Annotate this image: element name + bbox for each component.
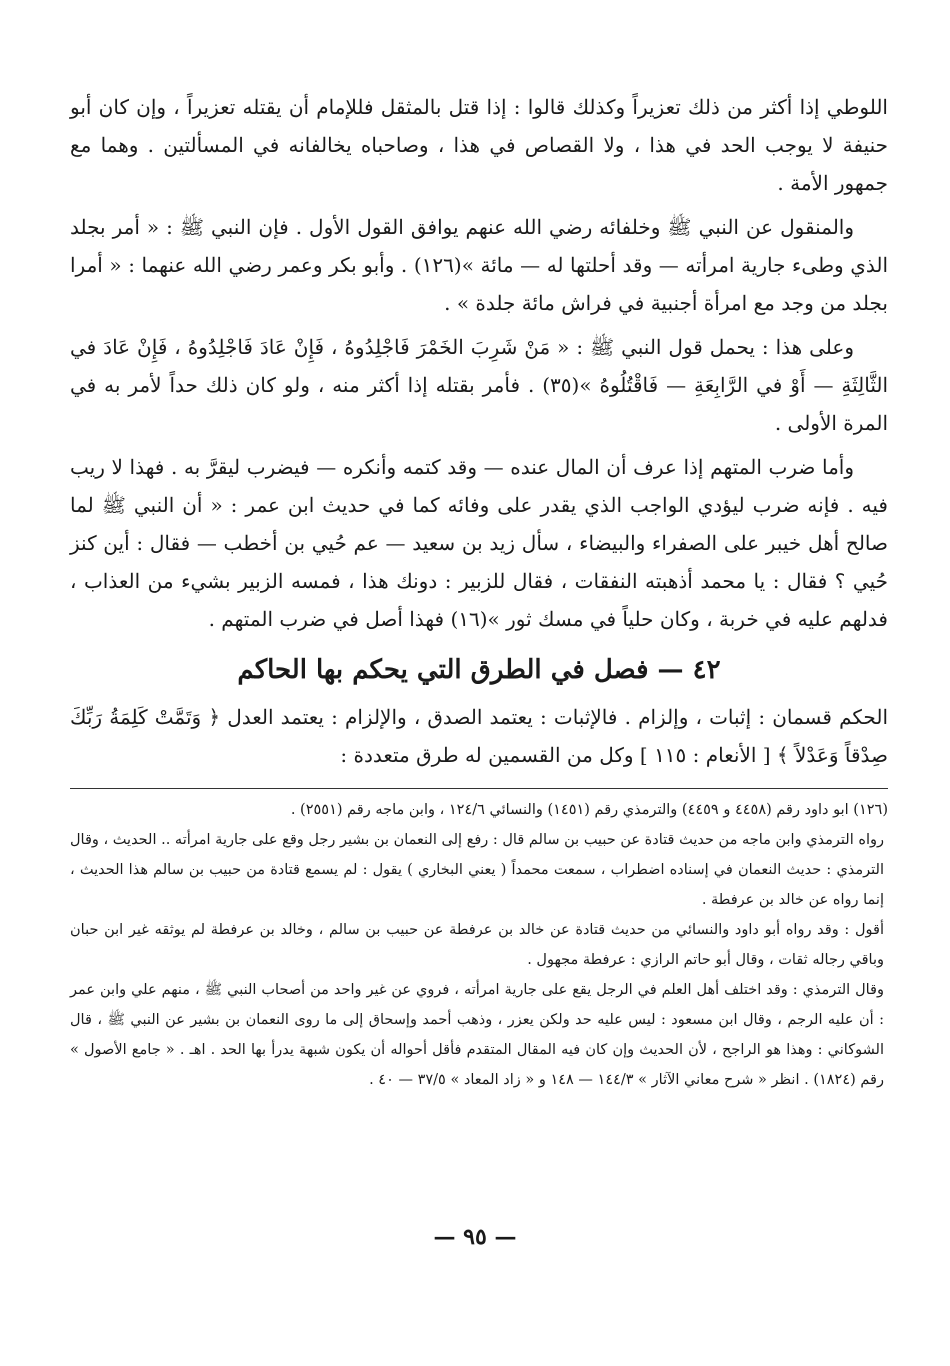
page-body xyxy=(70,88,888,1095)
footnote-commentary-1: رواه الترمذي وابن ماجه من حديث قتادة عن حبيب بن سالم قال : رفع إلى النعمان بن بشير رجل وقع على جارية امرأته .. الحديث ، وقال الترمذي : حديث النعمان في إسناده اضطراب ، سمعت محمداً ( يعني البخاري ) يقول : لم يسمع قتادة من حبيب بن سالم هذا الحديث ، إنما رواه عن خالد بن عرفطة . xyxy=(70,832,884,908)
paragraph-3: وعلى هذا : يحمل قول النبي ﷺ : « مَنْ شَرِبَ الخَمْرَ فَاجْلِدُوهُ ، فَإِنْ عَادَ فَاجْلِدُوهُ ، فَإِنْ عَادَ في الثَّالِثَةِ — أَوْ في الرَّابِعَةِ — فَاقْتُلُوهُ »(٣٥) . فأمر بقتله إذا أكثر منه ، ولو كان ذلك حداً لأمر به في المرة الأولى . xyxy=(70,335,888,435)
footnote-126: (١٢٦) ابو داود رقم (٤٤٥٨ و ٤٤٥٩) والترمذي رقم (١٤٥١) والنسائي ١٢٤/٦ ، وابن ماجه رقم (٢٥٥١) . xyxy=(290,802,888,818)
paragraph-4: وأما ضرب المتهم إذا عرف أن المال عنده — وقد كتمه وأنكره — فيضرب ليقرَّ به . فهذا لا ريب فيه . فإنه ضرب ليؤدي الواجب الذي يقدر على وفائه كما في حديث ابن عمر : « أن النبي ﷺ لما صالح أهل خيبر على الصفراء والبيضاء ، سأل زيد بن سعيد — عم حُيي بن أخطب — فقال : أين كنز حُيي ؟ فقال : يا محمد أذهبته النفقات ، فقال للزبير : دونك هذا ، فمسه الزبير بشيء من العذاب ، فدلهم عليه في خربة ، وكان حلياً في مسك ثور »(١٦) فهذا أصل في ضرب المتهم . xyxy=(70,455,888,631)
paragraph-1: اللوطي إذا أكثر من ذلك تعزيراً وكذلك قالوا : إذا قتل بالمثقل فللإمام أن يقتله تعزيراً ، وإن كان أبو حنيفة لا يوجب الحد في هذا ، ولا القصاص في هذا ، وصاحباه يخالفانه في المسألتين . وهما مع جمهور الأمة . xyxy=(70,95,888,195)
footnote-commentary-3: وقال الترمذي : وقد اختلف أهل العلم في الرجل يقع على جارية امرأته ، فروي عن غير واحد من أصحاب النبي ﷺ ، منهم علي وابن عمر : أن عليه الرجم ، وقال ابن مسعود : ليس عليه حد ولكن يعزر ، وذهب أحمد وإسحاق إلى ما روى النعمان بن بشير عن النبي ﷺ ، قال الشوكاني : وهذا هو الراجح ، لأن الحديث وإن كان فيه المقال المتقدم فأقل أحواله أن يكون شبهة يدرأ بها الحد . اهـ . « جامع الأصول » رقم (١٨٢٤) . انظر « شرح معاني الآثار » ١٤٤/٣ — ١٤٨ و « زاد المعاد » ٣٧/٥ — ٤٠ . xyxy=(70,982,884,1088)
section-heading: ٤٢ — فصل في الطرق التي يحكم بها الحاكم xyxy=(237,655,721,685)
paragraph-2: والمنقول عن النبي ﷺ وخلفائه رضي الله عنهم يوافق القول الأول . فإن النبي ﷺ : « أمر بجلد الذي وطىء جارية امرأته — وقد أحلتها له — مائة »(١٢٦) . وأبو بكر وعمر رضي الله عنهما : « أمرا بجلد من وجد مع امرأة أجنبية في فراش مائة جلدة » . xyxy=(70,215,889,315)
footnotes xyxy=(70,788,888,1095)
section-paragraph: الحكم قسمان : إثبات ، وإلزام . فالإثبات : يعتمد الصدق ، والإلزام : يعتمد العدل ﴿ وَتَمَّتْ كَلِمَةُ رَبِّكَ صِدْقاً وَعَدْلاً ﴾ [ الأنعام : ١١٥ ] وكل من القسمين له طرق متعددة : xyxy=(70,705,888,767)
footnote-commentary-2: أقول : وقد رواه أبو داود والنسائي من حديث قتادة عن خالد بن عرفطة عن حبيب بن سالم ، وخالد بن عرفطة لم يوثقه غير ابن حبان وباقي رجاله ثقات ، وقال أبو حاتم الرازي : عرفطة مجهول . xyxy=(70,922,884,968)
page-number: — ٩٥ — xyxy=(433,1224,517,1250)
